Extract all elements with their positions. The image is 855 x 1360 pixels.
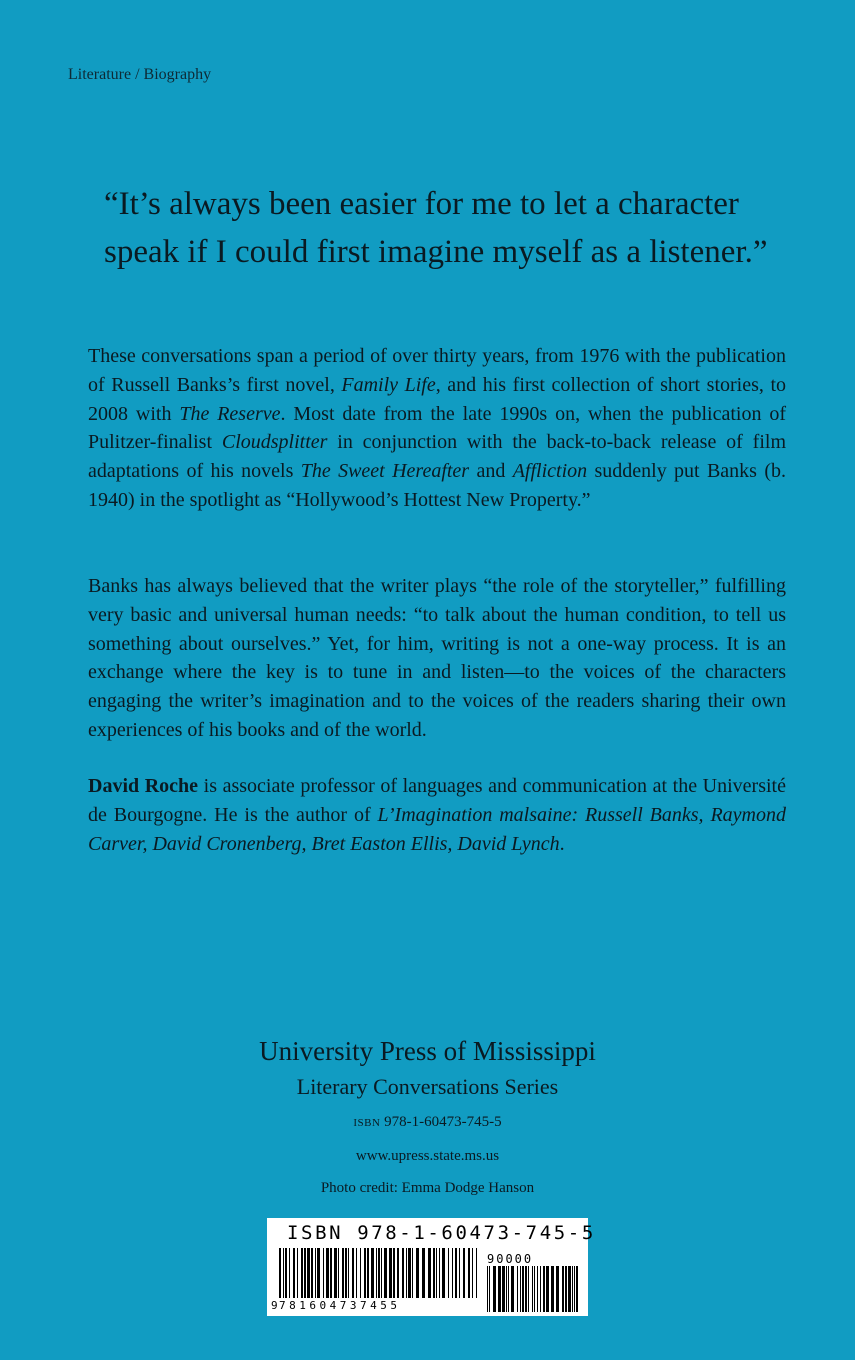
barcode-bar: [439, 1248, 440, 1298]
barcode-bar: [436, 1248, 437, 1298]
barcode-bar: [448, 1248, 449, 1298]
barcode-bar: [452, 1248, 453, 1298]
barcode-bar: [378, 1248, 380, 1298]
barcode-bar: [283, 1248, 284, 1298]
barcode-bar: [522, 1266, 524, 1312]
barcode-bar: [493, 1266, 496, 1312]
barcode-bar: [489, 1266, 490, 1312]
barcode-bar: [311, 1248, 313, 1298]
barcode-bar: [556, 1266, 559, 1312]
barcode-bar: [543, 1266, 545, 1312]
category-label: Literature / Biography: [68, 66, 212, 83]
barcode-bar: [455, 1248, 457, 1298]
barcode-bar: [463, 1248, 465, 1298]
author-name: David Roche: [88, 775, 199, 797]
barcode-bar: [402, 1248, 404, 1298]
barcode-bar: [574, 1266, 575, 1312]
series-name: Literary Conversations Series: [296, 1074, 559, 1099]
barcode-bar: [476, 1248, 477, 1298]
barcode-bar: [317, 1248, 320, 1298]
barcode-bar: [293, 1248, 295, 1298]
barcode-bar: [416, 1248, 419, 1298]
barcode-bar: [408, 1248, 411, 1298]
barcode-bar: [537, 1266, 538, 1312]
barcode-lead-digit: 9: [271, 1299, 278, 1312]
barcode-bar: [551, 1266, 554, 1312]
barcode-bar: [345, 1248, 347, 1298]
barcode-bar: [397, 1248, 399, 1298]
barcode-bar: [525, 1266, 527, 1312]
author-bio: David Roche is associate professor of languages and communication at the Université de Bourgogne. He is the author of L’Imagination malsaine: Russell Banks, Raymond Carver, David Cronenberg, Bret Easton Ellis, David Lynch.: [88, 775, 786, 855]
barcode-bar: [307, 1248, 310, 1298]
publisher-website: www.upress.state.ms.us: [355, 1148, 500, 1164]
barcode-bar: [442, 1248, 445, 1298]
barcode-bar: [352, 1248, 354, 1298]
description-paragraph-1: These conversations span a period of over thirty years, from 1976 with the publication of Russell Banks’s first novel, Family Life, and his first collection of short stories, to 2008 with The Reserve. Most date from the late 1990s on, when the publication of Pulitzer-finalist Cloudsplitter in conjunction with the back-to-back release of film adaptations of his novels The Sweet Hereafter and Affliction suddenly put Banks (b. 1940) in the spotlight as “Hollywood’s Hottest New Property.”: [88, 345, 787, 511]
barcode-bar: [393, 1248, 395, 1298]
barcode-bar: [360, 1248, 361, 1298]
barcode-bar: [502, 1266, 505, 1312]
barcode-bar: [572, 1266, 573, 1312]
barcode-bar: [546, 1266, 549, 1312]
barcode-bar: [506, 1266, 507, 1312]
barcode-bar: [304, 1248, 306, 1298]
barcode: [267, 1218, 596, 1316]
barcode-bar: [534, 1266, 535, 1312]
barcode-bar: [468, 1248, 470, 1298]
barcode-bar: [433, 1248, 435, 1298]
barcode-bar: [376, 1248, 377, 1298]
barcode-bar: [540, 1266, 541, 1312]
description-paragraph-2: Banks has always believed that the writer plays “the role of the storyteller,” fulfilling very basic and universal human needs: “to talk about the human condition, to tell us something about ourselves.” Yet, for him, writing is not a one-way process. It is an exchange where the key is to tune in and listen—to the voices of the characters engaging the writer’s imagination and to the voices of the readers sharing their own experiences of his books and of the world.: [88, 575, 786, 741]
barcode-bar: [364, 1248, 366, 1298]
barcode-bar: [348, 1248, 349, 1298]
barcode-bar: [323, 1248, 324, 1298]
barcode-bar: [412, 1248, 413, 1298]
barcode-bar: [297, 1248, 298, 1298]
barcode-bar: [472, 1248, 473, 1298]
barcode-bar: [381, 1248, 382, 1298]
barcode-bar: [334, 1248, 337, 1298]
barcode-bar: [565, 1266, 567, 1312]
barcode-bar: [520, 1266, 521, 1312]
barcode-addon-digits: 90000: [487, 1252, 534, 1266]
barcode-bar: [508, 1266, 509, 1312]
barcode-bar: [285, 1248, 287, 1298]
barcode-bar: [338, 1248, 339, 1298]
barcode-bar: [301, 1248, 303, 1298]
barcode-bar: [326, 1248, 329, 1298]
barcode-bar: [568, 1266, 571, 1312]
publisher-name: University Press of Mississippi: [259, 1036, 596, 1066]
barcode-bar: [517, 1266, 518, 1312]
barcode-bar: [528, 1266, 529, 1312]
barcode-main-digits: 781604737455: [279, 1299, 401, 1312]
barcode-bar: [406, 1248, 407, 1298]
barcode-bar: [384, 1248, 387, 1298]
barcode-bar: [389, 1248, 392, 1298]
barcode-bar: [532, 1266, 533, 1312]
barcode-bar: [371, 1248, 374, 1298]
barcode-bar: [356, 1248, 357, 1298]
barcode-bar: [511, 1266, 514, 1312]
barcode-bar: [562, 1266, 564, 1312]
barcode-bar: [330, 1248, 332, 1298]
barcode-bar: [576, 1266, 578, 1312]
isbn-line: ISBN 978-1-60473-745-5: [353, 1114, 502, 1130]
barcode-bar: [367, 1248, 369, 1298]
barcode-bar: [289, 1248, 290, 1298]
barcode-bar: [279, 1248, 281, 1298]
photo-credit: Photo credit: Emma Dodge Hanson: [320, 1180, 535, 1196]
barcode-bar: [342, 1248, 344, 1298]
barcode-bar: [498, 1266, 501, 1312]
barcode-bar: [459, 1248, 460, 1298]
barcode-bar: [315, 1248, 316, 1298]
barcode-isbn-text: ISBN 978-1-60473-745-5: [287, 1222, 596, 1244]
pull-quote: “It’s always been easier for me to let a character speak if I could first imagine myself as a listener.”: [104, 186, 768, 270]
barcode-bar: [487, 1266, 488, 1312]
barcode-bar: [422, 1248, 425, 1298]
barcode-bar: [428, 1248, 431, 1298]
